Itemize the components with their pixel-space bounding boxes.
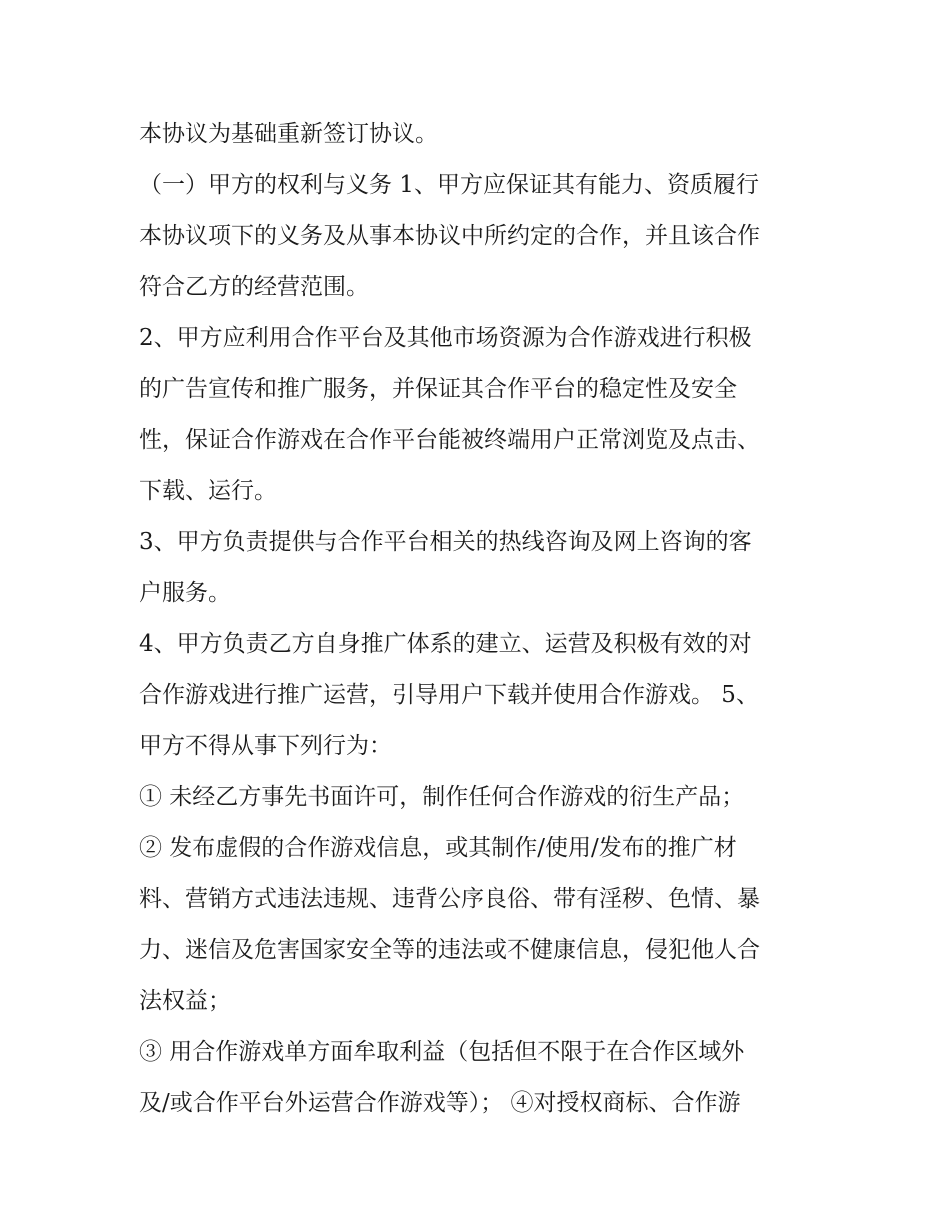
text-line: 户服务。 bbox=[139, 580, 231, 606]
text-line: 3、甲方负责提供与合作平台相关的热线咨询及网上咨询的客 bbox=[139, 529, 752, 555]
text-line: 的广告宣传和推广服务，并保证其合作平台的稳定性及安全 bbox=[139, 376, 737, 402]
text-line: 性，保证合作游戏在合作平台能被终端用户正常浏览及点击、 bbox=[139, 427, 760, 453]
text-line: 甲方不得从事下列行为： bbox=[139, 733, 392, 759]
text-line: 及/或合作平台外运营合作游戏等）； ④对授权商标、合作游 bbox=[139, 1090, 741, 1116]
document-body bbox=[139, 109, 819, 1129]
text-line: 料、营销方式违法违规、违背公序良俗、带有淫秽、色情、暴 bbox=[139, 886, 760, 912]
text-line: 4、甲方负责乙方自身推广体系的建立、运营及积极有效的对 bbox=[139, 631, 752, 657]
text-line: 法权益； bbox=[139, 988, 231, 1014]
text-line: ② 发布虚假的合作游戏信息，或其制作/使用/发布的推广材 bbox=[139, 835, 737, 861]
text-line: ③ 用合作游戏单方面牟取利益（包括但不限于在合作区域外 bbox=[139, 1039, 745, 1065]
text-line: 符合乙方的经营范围。 bbox=[139, 274, 369, 300]
text-line: ① 未经乙方事先书面许可，制作任何合作游戏的衍生产品； bbox=[139, 784, 745, 810]
text-line: 2、甲方应利用合作平台及其他市场资源为合作游戏进行积极 bbox=[139, 325, 752, 351]
text-line: 合作游戏进行推广运营，引导用户下载并使用合作游戏。 5、 bbox=[139, 682, 759, 708]
text-line: 下载、运行。 bbox=[139, 478, 277, 504]
text-line: 力、迷信及危害国家安全等的违法或不健康信息，侵犯他人合 bbox=[139, 937, 760, 963]
text-line: 本协议项下的义务及从事本协议中所约定的合作，并且该合作 bbox=[139, 223, 760, 249]
text-line: （一）甲方的权利与义务 1、甲方应保证其有能力、资质履行 bbox=[139, 172, 759, 198]
text-line: 本协议为基础重新签订协议。 bbox=[139, 121, 438, 147]
